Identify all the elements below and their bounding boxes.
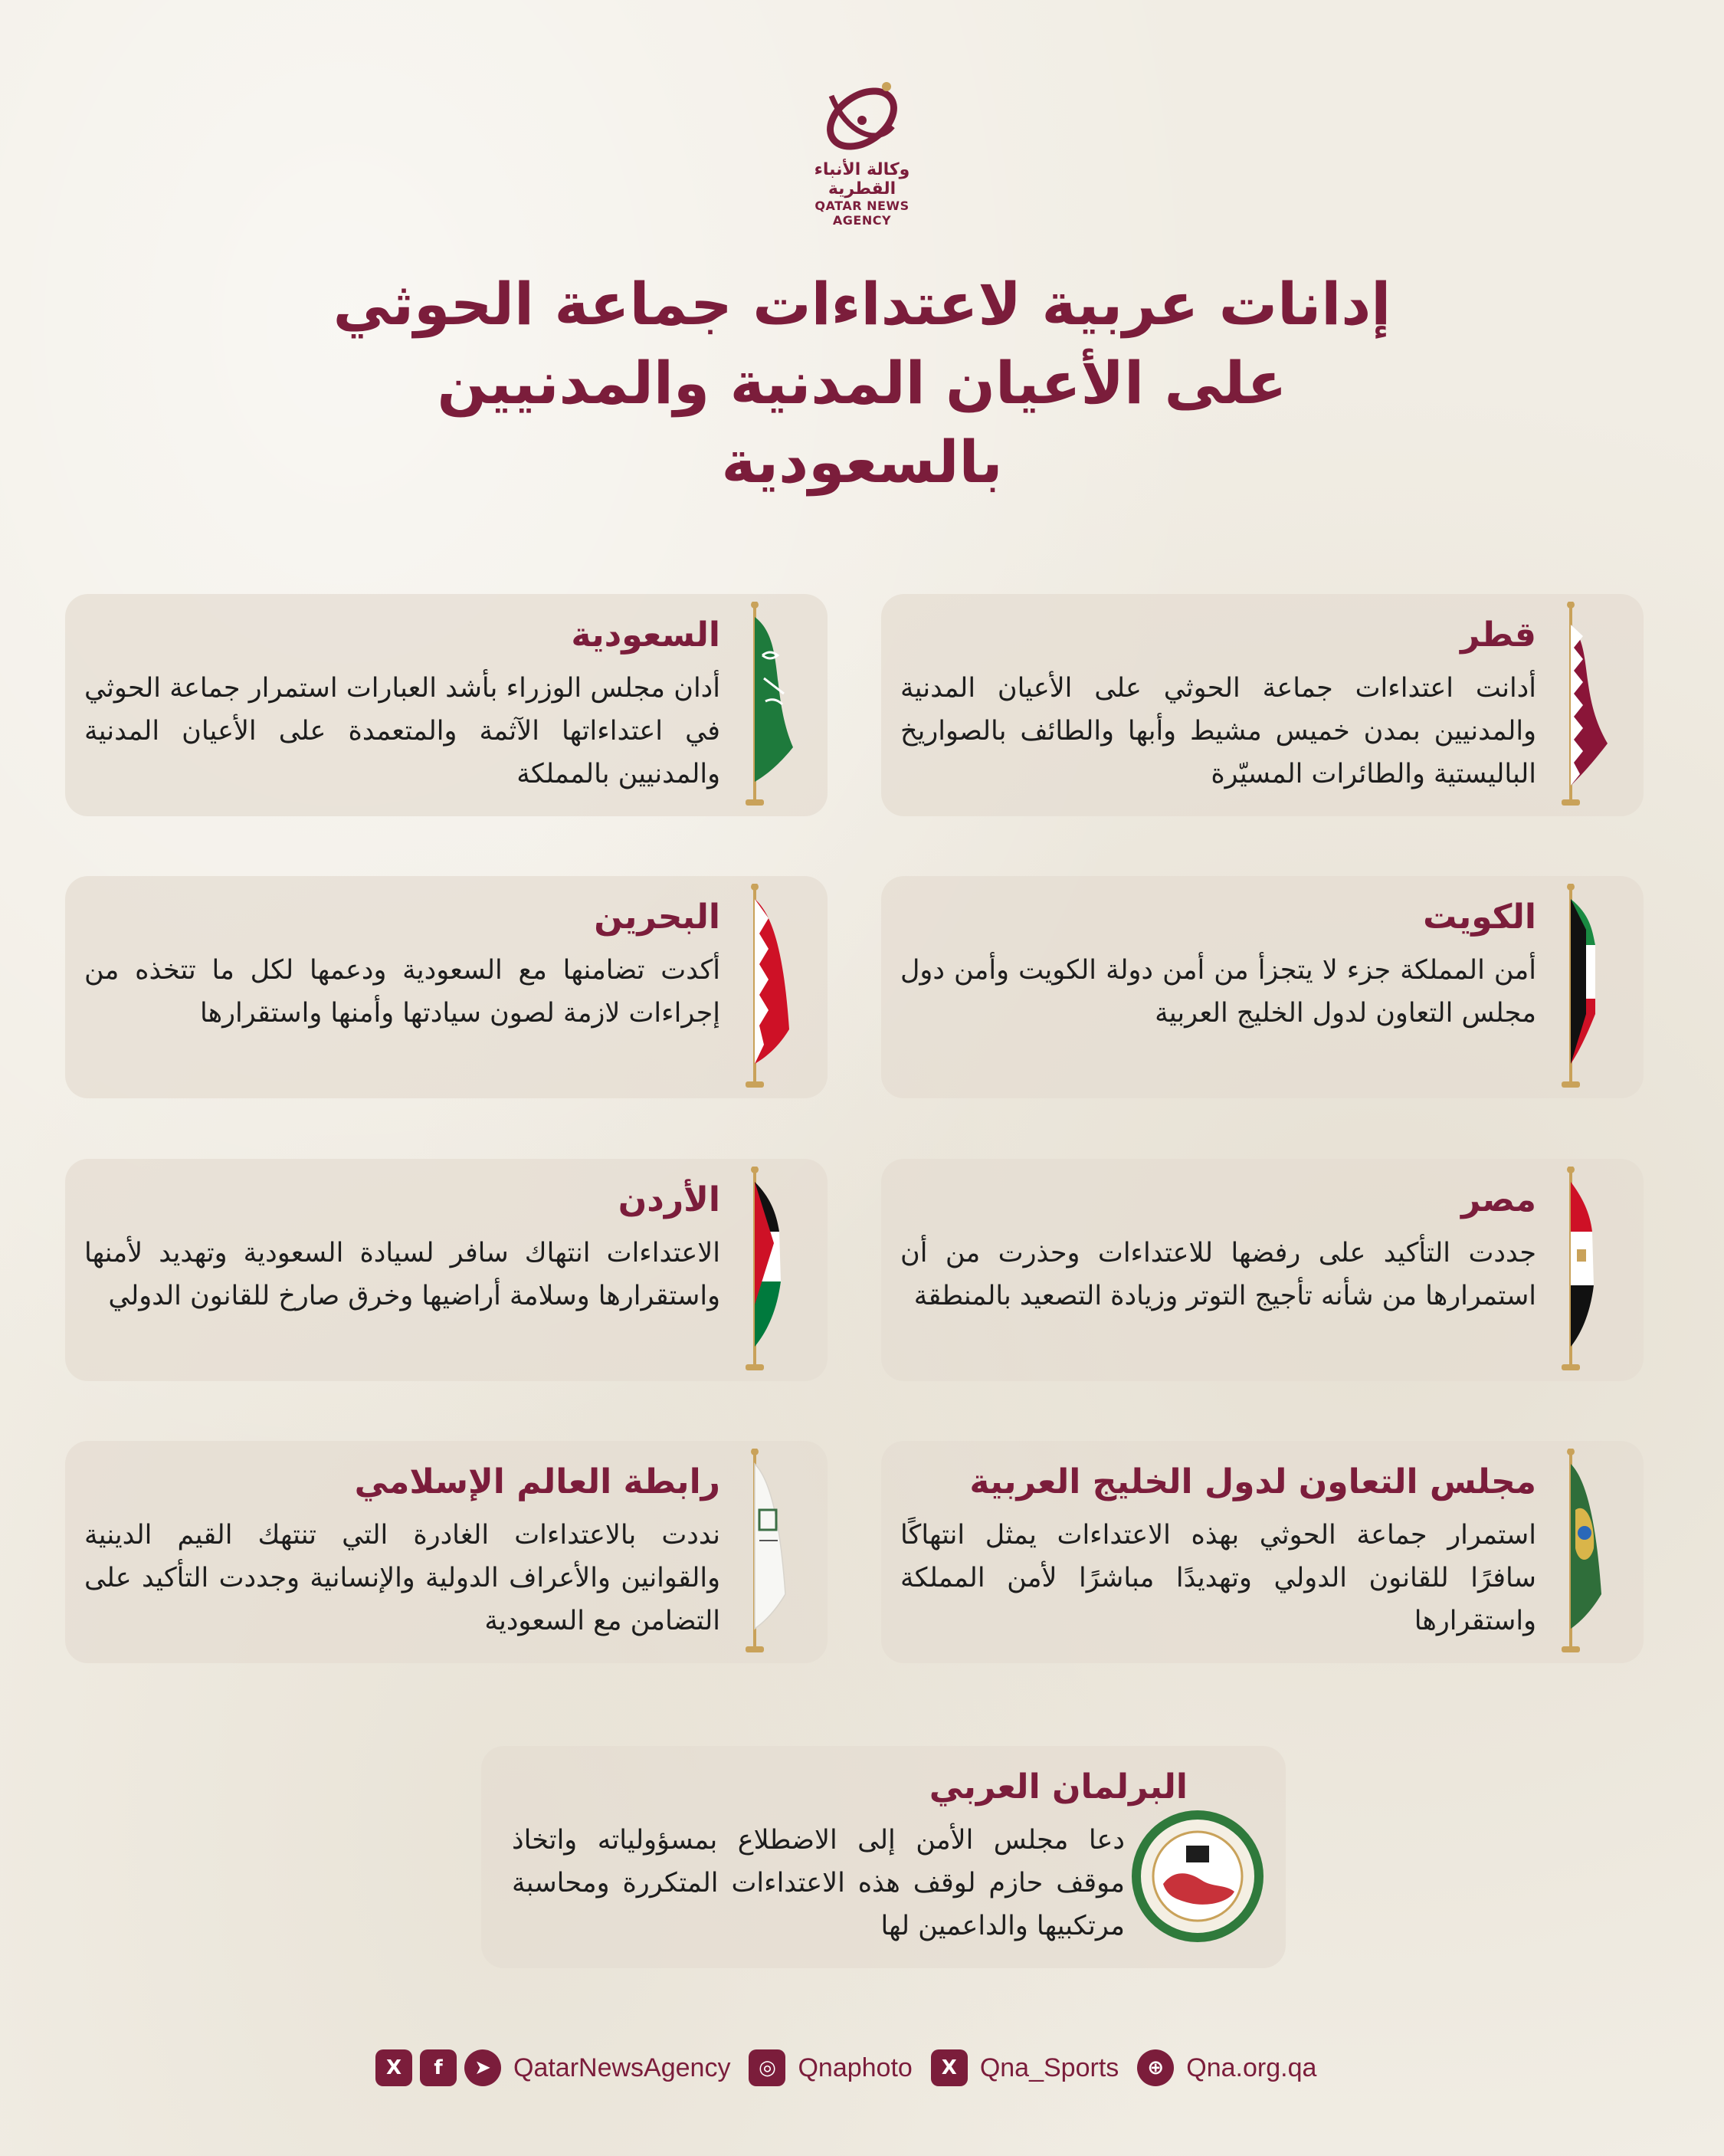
agency-name-arabic: وكالة الأنباء القطرية: [814, 160, 910, 199]
card-name: مصر: [1461, 1180, 1536, 1219]
egypt-flag-icon: [1548, 1167, 1632, 1389]
title-line-2: على الأعيان المدنية والمدنيين: [437, 349, 1287, 417]
card-muslim-world-league: [65, 1441, 828, 1663]
card-name: مجلس التعاون لدول الخليج العربية: [969, 1462, 1536, 1501]
card-text: نددت بالاعتداءات الغادرة التي تنتهك القيم الدينية والقوانين والأعراف الدولية والإنسانية وجددت التأكيد على التضامن مع السعودية: [84, 1520, 720, 1636]
muslim-world-league-flag-icon: [732, 1449, 816, 1671]
telegram-icon[interactable]: ➤: [464, 2049, 501, 2086]
card-text: دعا مجلس الأمن إلى الاضطلاع بمسؤولياته واتخاذ موقف حازم لوقف هذه الاعتداءات المتكررة ومحاسبة مرتكبيها والداعمين لها: [512, 1825, 1125, 1941]
card-egypt: [881, 1159, 1644, 1381]
title-line-3: بالسعودية: [721, 428, 1003, 496]
qna-logo: [793, 73, 931, 226]
card-name: السعودية: [571, 615, 720, 655]
card-name: البحرين: [594, 898, 720, 937]
qatar-flag-icon: [1548, 602, 1632, 824]
footer-handle-qnaphoto[interactable]: Qnaphoto: [798, 2053, 913, 2082]
agency-name-english: QATAR NEWS AGENCY: [814, 199, 910, 228]
qna-logo-icon: [816, 73, 908, 157]
card-text: استمرار جماعة الحوثي بهذه الاعتداءات يمثل انتهاكًا سافرًا للقانون الدولي وتهديدًا مباشرًا لأمن المملكة واستقرارها: [900, 1520, 1536, 1636]
card-name: الأردن: [618, 1180, 720, 1219]
footer-social-bar: [375, 2041, 1364, 2095]
card-name: البرلمان العربي: [929, 1767, 1188, 1807]
card-name: الكويت: [1423, 898, 1536, 937]
card-text: أمن المملكة جزء لا يتجزأ من أمن دولة الكويت وأمن دول مجلس التعاون لدول الخليج العربية: [900, 955, 1536, 1029]
card-bahrain: [65, 876, 828, 1098]
x-icon[interactable]: X: [931, 2049, 968, 2086]
card-text: أكدت تضامنها مع السعودية ودعمها لكل ما تتخذه من إجراءات لازمة لصون سيادتها وأمنها واستقرارها: [84, 955, 720, 1029]
globe-icon[interactable]: ⊕: [1137, 2049, 1174, 2086]
card-gcc: [881, 1441, 1644, 1663]
card-text: أدان مجلس الوزراء بأشد العبارات استمرار جماعة الحوثي في اعتداءاتها الآثمة والمتعمدة على الأعيان المدنية والمدنيين بالمملكة: [84, 673, 720, 789]
card-name: رابطة العالم الإسلامي: [354, 1462, 720, 1501]
instagram-icon[interactable]: ◎: [749, 2049, 785, 2086]
gcc-flag-icon: [1548, 1449, 1632, 1671]
footer-handle-qatarnewsagency[interactable]: QatarNewsAgency: [513, 2053, 731, 2082]
card-name: قطر: [1460, 615, 1536, 655]
arab-parliament-emblem-icon: [1129, 1807, 1267, 1945]
card-qatar: [881, 594, 1644, 816]
kuwait-flag-icon: [1548, 884, 1632, 1106]
footer-handle-qna-sports[interactable]: Qna_Sports: [979, 2053, 1119, 2082]
card-jordan: [65, 1159, 828, 1381]
jordan-flag-icon: [732, 1167, 816, 1389]
card-kuwait: [881, 876, 1644, 1098]
page-title: [230, 264, 1494, 501]
facebook-icon[interactable]: f: [420, 2049, 457, 2086]
card-text: أدانت اعتداءات جماعة الحوثي على الأعيان المدنية والمدنيين بمدن خميس مشيط وأبها والطائف بالصواريخ الباليستية والطائرات المسيّرة: [900, 673, 1536, 789]
bahrain-flag-icon: [732, 884, 816, 1106]
card-text: جددت التأكيد على رفضها للاعتداءات وحذرت من أن استمرارها من شأنه تأجيج التوتر وزيادة التصعيد بالمنطقة: [900, 1238, 1536, 1311]
card-text: الاعتداءات انتهاك سافر لسيادة السعودية وتهديد لأمنها واستقرارها وسلامة أراضيها وخرق صارخ للقانون الدولي: [84, 1238, 720, 1311]
footer-website-link[interactable]: Qna.org.qa: [1186, 2053, 1317, 2082]
saudi-flag-icon: [732, 602, 816, 824]
title-line-1: إدانات عربية لاعتداءات جماعة الحوثي: [333, 270, 1391, 338]
card-arab-parliament: [481, 1746, 1286, 1968]
card-saudi: [65, 594, 828, 816]
x-icon[interactable]: X: [375, 2049, 412, 2086]
